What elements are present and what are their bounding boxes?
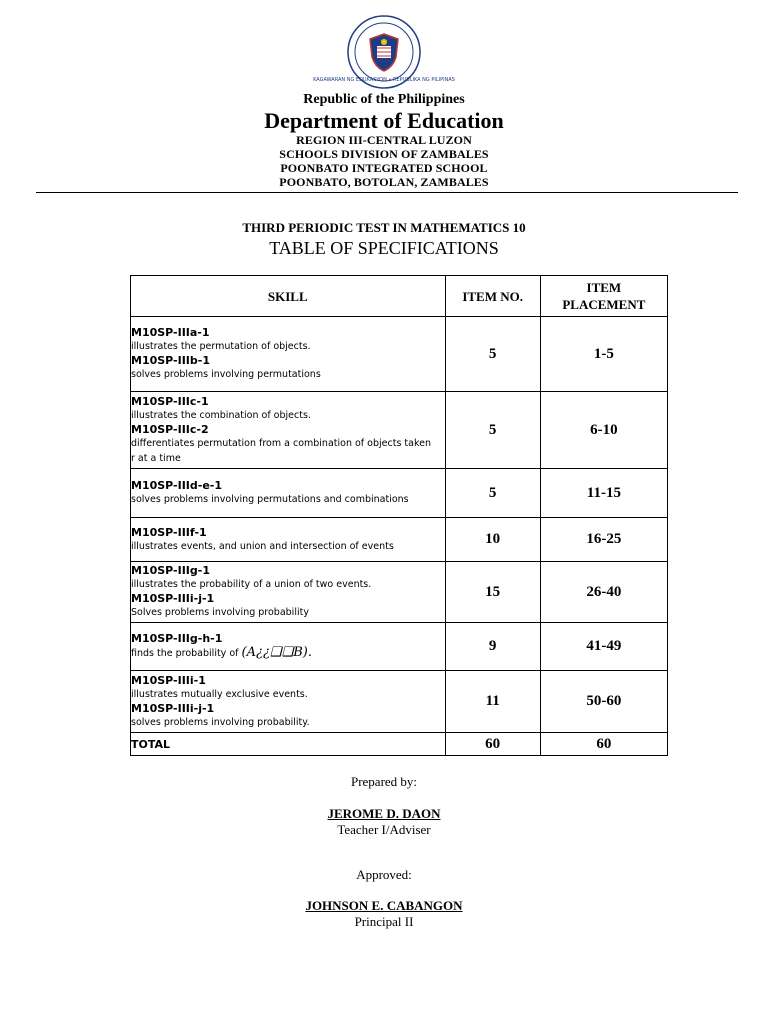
preparer-name: JEROME D. DAON bbox=[327, 806, 441, 821]
skill-code: M10SP-IIIi-1 bbox=[131, 673, 206, 687]
item-no-cell: 5 bbox=[445, 392, 540, 469]
header-item-placement-line2: PLACEMENT bbox=[562, 297, 646, 312]
placement-cell: 50-60 bbox=[540, 671, 667, 733]
test-title: THIRD PERIODIC TEST IN MATHEMATICS 10 bbox=[242, 220, 526, 235]
item-no-cell: 11 bbox=[445, 671, 540, 733]
table-row bbox=[131, 392, 668, 469]
skill-code: M10SP-IIIi-j-1 bbox=[131, 701, 215, 715]
skill-code: M10SP-IIIi-j-1 bbox=[131, 592, 215, 605]
skill-cell bbox=[131, 317, 446, 392]
placement-cell: 1-5 bbox=[540, 317, 667, 392]
table-row bbox=[131, 518, 668, 562]
tos-title: TABLE OF SPECIFICATIONS bbox=[269, 238, 499, 258]
skill-desc: Solves problems involving probability bbox=[131, 607, 309, 618]
approved-label: Approved: bbox=[356, 867, 412, 882]
placement-cell: 41-49 bbox=[540, 623, 667, 671]
skill-desc: illustrates the probability of a union of two events. bbox=[131, 579, 372, 590]
skill-desc: illustrates mutually exclusive events. bbox=[131, 688, 308, 700]
skill-cell bbox=[131, 392, 446, 469]
seal-text: KAGAWARAN NG EDUKASYON • REPUBLIKA NG PILIPINAS bbox=[313, 77, 455, 83]
skill-cell bbox=[131, 562, 446, 623]
skill-desc: differentiates permutation from a combination of objects taken bbox=[131, 437, 431, 449]
item-no-cell: 9 bbox=[445, 623, 540, 671]
skill-cell bbox=[131, 671, 446, 733]
skill-code: M10SP-IIIg-1 bbox=[131, 564, 210, 577]
skill-code: M10SP-IIIa-1 bbox=[131, 326, 210, 339]
probability-formula: (A¿¿❑❑B). bbox=[241, 645, 312, 660]
deped-seal-icon bbox=[313, 15, 455, 89]
skill-desc: illustrates the permutation of objects. bbox=[131, 341, 311, 352]
region-line: REGION III-CENTRAL LUZON bbox=[296, 133, 472, 147]
placement-cell: 16-25 bbox=[540, 518, 667, 562]
total-row bbox=[131, 733, 668, 756]
skill-desc: illustrates the combination of objects. bbox=[131, 409, 311, 421]
skill-code: M10SP-IIId-e-1 bbox=[131, 479, 223, 492]
approver-name: JOHNSON E. CABANGON bbox=[305, 898, 463, 913]
skill-desc-cont: r at a time bbox=[131, 452, 181, 464]
skill-code: M10SP-IIIg-h-1 bbox=[131, 632, 223, 645]
skill-cell bbox=[131, 469, 446, 518]
header-divider bbox=[36, 192, 738, 193]
table-row bbox=[131, 623, 668, 671]
skill-desc: finds the probability of bbox=[131, 648, 239, 659]
skill-cell bbox=[131, 623, 446, 671]
table-row bbox=[131, 671, 668, 733]
placement-cell: 11-15 bbox=[540, 469, 667, 518]
skill-desc: solves problems involving probability. bbox=[131, 716, 310, 728]
placement-cell: 6-10 bbox=[540, 392, 667, 469]
skill-desc: solves problems involving permutations and combinations bbox=[131, 494, 409, 505]
table-row bbox=[131, 469, 668, 518]
skill-code: M10SP-IIIf-1 bbox=[131, 525, 207, 539]
department-heading: Department of Education bbox=[264, 108, 504, 133]
preparer-role: Teacher I/Adviser bbox=[337, 822, 431, 837]
header-item-no: ITEM NO. bbox=[445, 276, 540, 317]
school-line: POONBATO INTEGRATED SCHOOL bbox=[280, 161, 488, 175]
skill-cell bbox=[131, 518, 446, 562]
skill-code: M10SP-IIIc-2 bbox=[131, 422, 209, 436]
skill-code: M10SP-IIIc-1 bbox=[131, 394, 209, 408]
item-no-cell: 5 bbox=[445, 317, 540, 392]
item-no-cell: 5 bbox=[445, 469, 540, 518]
division-line: SCHOOLS DIVISION OF ZAMBALES bbox=[279, 147, 489, 161]
header-item-placement bbox=[540, 276, 667, 317]
total-item-no: 60 bbox=[445, 733, 540, 756]
item-no-cell: 15 bbox=[445, 562, 540, 623]
address-line: POONBATO, BOTOLAN, ZAMBALES bbox=[279, 175, 489, 189]
prepared-by-label: Prepared by: bbox=[350, 774, 418, 789]
skill-desc-with-formula bbox=[131, 645, 445, 661]
placement-cell: 26-40 bbox=[540, 562, 667, 623]
skill-desc: illustrates events, and union and intersection of events bbox=[131, 540, 394, 552]
table-row bbox=[131, 562, 668, 623]
item-no-cell: 10 bbox=[445, 518, 540, 562]
skill-code: M10SP-IIIb-1 bbox=[131, 354, 210, 367]
specifications-table bbox=[130, 275, 668, 756]
header-skill: SKILL bbox=[131, 276, 446, 317]
skill-desc: solves problems involving permutations bbox=[131, 369, 321, 380]
total-placement: 60 bbox=[540, 733, 667, 756]
total-label: TOTAL bbox=[131, 733, 446, 756]
republic-heading: Republic of the Philippines bbox=[303, 92, 465, 107]
header-item-placement-line1: ITEM bbox=[586, 280, 622, 295]
table-row bbox=[131, 317, 668, 392]
approver-role: Principal II bbox=[354, 914, 414, 929]
table-header-row bbox=[131, 276, 668, 317]
